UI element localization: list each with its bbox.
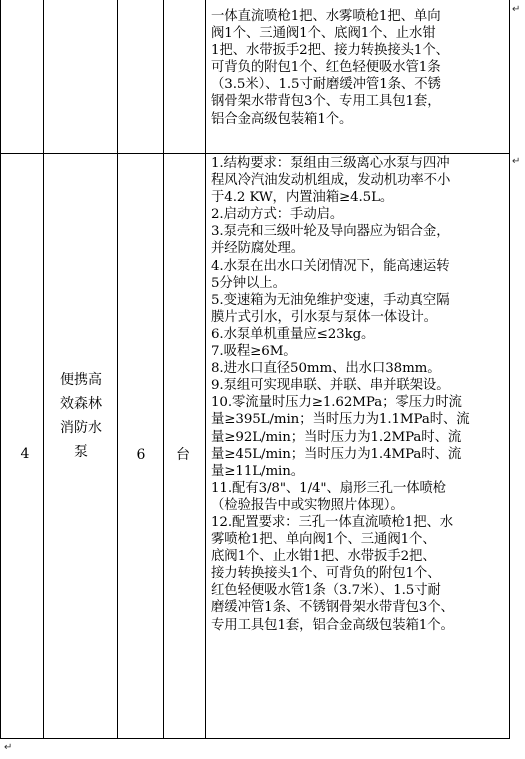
spec-line: 量≥92L/min；当时压力为1.2MPa时、流 [211, 429, 462, 445]
item-unit: 台 [176, 447, 190, 463]
item-name-line: 便携高 [60, 372, 102, 388]
spec-line: 4.水泵在出水口关闭情况下，能高速运转 [211, 258, 450, 274]
spec-line: 11.配有3/8"、1/4"、扇形三孔一体喷枪 [211, 480, 447, 496]
spec-line: （检验报告中或实物照片体现）。 [211, 497, 404, 513]
spec-line: 并经防腐处理。 [211, 241, 305, 257]
item-quantity: 6 [136, 447, 146, 463]
spec-line: 1.结构要求：泵组由三级离心水泵与四冲 [211, 156, 450, 171]
item-name-line: 消防水 [60, 420, 102, 436]
item-name-line: 泵 [74, 444, 88, 460]
spec-line: 12.配置要求：三孔一体直流喷枪1把、水 [211, 514, 454, 530]
spec-line: 一体直流喷枪1把、水雾喷枪1把、单向 [211, 9, 441, 24]
table-bottom-border [0, 738, 510, 739]
item-name-line: 效森林 [60, 396, 102, 412]
spec-line: 接力转换接头1个、可背负的附包1个、 [211, 566, 441, 582]
col-border-4 [205, 0, 206, 739]
spec-line: 3.泵壳和三级叶轮及导向器应为铝合金， [211, 224, 450, 240]
spec-line: 阀1个、三通阀1个、底阀1个、止水钳 [211, 26, 436, 42]
spec-line: 量≥395L/min；当时压力为1.1MPa时、流 [211, 412, 470, 428]
row-spec [211, 155, 509, 634]
return-mark: ↵ [512, 4, 521, 15]
spec-line: 程风冷汽油发动机组成，发动机功率不小 [211, 173, 451, 189]
spec-line: 底阀1个、止水钳1把、水带扳手2把、 [211, 549, 436, 565]
spec-line: 磨缓冲管1条、不锈钢骨架水带背包3个、 [211, 600, 454, 616]
col-border-left [0, 0, 1, 739]
spec-line: 5.变速箱为无油免维护变速，手动真空隔 [211, 292, 450, 308]
return-mark: ↵ [512, 156, 521, 167]
spec-line: 1把、水带扳手2把、接力转换接头1个、 [211, 43, 449, 59]
spec-line: 2.启动方式：手动启。 [211, 207, 344, 223]
spec-line: 量≥45L/min；当时压力为1.4MPa时、流 [211, 446, 462, 462]
spec-line: 可背负的附包1个、红色轻便吸水管1条 [211, 60, 441, 76]
spec-line: （3.5米）、1.5寸耐磨缓冲管1条、不锈 [211, 77, 441, 93]
spec-line: 5分钟以上。 [211, 275, 286, 291]
spec-line: 红色轻便吸水管1条（3.7米）、1.5寸耐 [211, 583, 441, 599]
col-border-2 [117, 0, 118, 739]
col-border-1 [43, 0, 44, 739]
prev-row-spec [211, 8, 509, 128]
spec-line: 铝合金高级包装箱1个。 [211, 111, 353, 127]
col-border-3 [163, 0, 164, 739]
spec-line: 10.零流量时压力≥1.62MPa；零压力时流 [211, 395, 462, 411]
return-mark: ↵ [4, 742, 13, 753]
col-border-right [509, 0, 510, 739]
spec-line: 膜片式引水，引水泵与泵体一体设计。 [211, 309, 437, 325]
spec-line: 钢骨架水带背包3个、专用工具包1套， [211, 94, 441, 110]
spec-line: 量≥11L/min。 [211, 463, 305, 479]
spec-line: 7.吸程≥6M。 [211, 344, 297, 360]
row-index: 4 [20, 446, 30, 462]
spec-line: 雾喷枪1把、单向阀1个、三通阀1个、 [211, 532, 436, 548]
spec-line: 于4.2 KW，内置油箱≥4.5L。 [211, 190, 394, 206]
item-name [50, 368, 112, 464]
spec-line: 9.泵组可实现串联、并联、串并联架设。 [211, 378, 450, 394]
spec-line: 6.水泵单机重量应≤23kg。 [211, 326, 375, 342]
spec-line: 8.进水口直径50mm、出水口38mm。 [211, 361, 441, 377]
row-separator [0, 153, 510, 154]
spec-line: 专用工具包1套，铝合金高级包装箱1个。 [211, 617, 454, 633]
